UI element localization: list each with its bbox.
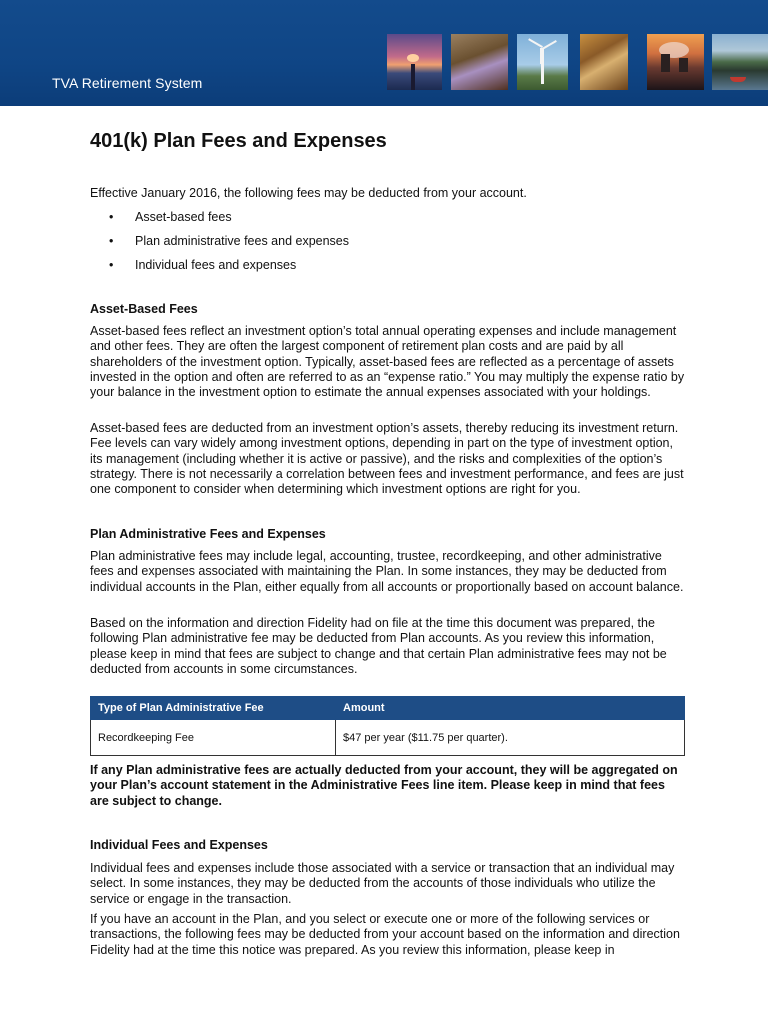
turbine-blade [528, 38, 543, 48]
bullet-text: Individual fees and expenses [135, 258, 297, 272]
table-row [91, 720, 685, 756]
page-title: 401(k) Plan Fees and Expenses [90, 130, 387, 152]
bullet-text: Asset-based fees [135, 210, 232, 224]
brand-name: TVA Retirement System [52, 75, 203, 91]
asset-based-paragraph-2: Asset-based fees are deducted from an investment option’s assets, thereby reducing its investment return. Fee levels can vary widely among investment options, depending in part on the type of investment option, its management (including whether it is active or passive), and the risks and complexities of the option’s strategy. There is not necessarily a correlation between fees and investment performance, and fees are just one component to consider when determining which investment options are right for you. [90, 421, 684, 497]
section-heading-individual: Individual Fees and Expenses [90, 838, 268, 852]
table-cell-amount: $47 per year ($11.75 per quarter). [336, 720, 685, 756]
table-cell-fee-type: Recordkeeping Fee [91, 720, 336, 756]
lake-boat-photo [712, 34, 768, 90]
list-item [109, 234, 349, 248]
bullet-icon: • [109, 258, 114, 272]
pier-shape [411, 64, 415, 90]
intro-text: Effective January 2016, the following fees may be deducted from your account. [90, 186, 527, 200]
section-heading-asset-based: Asset-Based Fees [90, 302, 198, 316]
sun-shape [407, 54, 419, 62]
individual-paragraph-2: If you have an account in the Plan, and you select or execute one or more of the following services or transactions, the following fees may be deducted from your account based on the information and direction Fidelity had at the time this notice was prepared. As you review this information, please keep in [90, 912, 680, 957]
power-plant-photo [647, 34, 704, 90]
family-photo [451, 34, 508, 90]
boat-shape [730, 77, 746, 82]
individual-paragraph-1: Individual fees and expenses include those associated with a service or transaction that an individual may select. In some instances, they may be deducted from the accounts of those individuals who utilize the service or engage in the transaction. [90, 861, 675, 906]
column-header-amount: Amount [336, 697, 685, 720]
table-header-row [91, 697, 685, 720]
sunset-pier-photo [387, 34, 442, 90]
list-item [109, 210, 232, 224]
wind-turbine-photo [517, 34, 568, 90]
column-header-fee-type: Type of Plan Administrative Fee [91, 697, 336, 720]
section-heading-plan-admin: Plan Administrative Fees and Expenses [90, 527, 326, 541]
plan-admin-paragraph-1: Plan administrative fees may include legal, accounting, trustee, recordkeeping, and other administrative fees and expenses associated with maintaining the Plan. In some instances, they may be deducted from individual accounts in the Plan, either equally from all accounts or proportionally based on account balance. [90, 549, 684, 594]
list-item [109, 258, 296, 272]
bullet-icon: • [109, 210, 114, 224]
worker-photo [580, 34, 628, 90]
fee-table [90, 696, 685, 756]
header-banner [0, 0, 768, 106]
asset-based-paragraph-1: Asset-based fees reflect an investment option’s total annual operating expenses and include management and other fees. They are often the largest component of retirement plan costs and are paid by all shareholders of the investment option. Typically, asset-based fees are reflected as a percentage of assets invested in the option and often are referred to as an “expense ratio.” You may multiply the expense ratio by your balance in the investment option to estimate the annual expenses associated with your holdings. [90, 324, 685, 400]
admin-fee-note: If any Plan administrative fees are actually deducted from your account, they will be aggregated on your Plan’s account statement in the Administrative Fees line item. Please keep in mind that fees are subject to change. [90, 763, 678, 808]
cooling-tower [661, 54, 670, 72]
bullet-text: Plan administrative fees and expenses [135, 234, 350, 248]
bullet-icon: • [109, 234, 114, 248]
cooling-tower [679, 58, 688, 72]
plan-admin-paragraph-2: Based on the information and direction Fidelity had on file at the time this document was prepared, the following Plan administrative fee may be deducted from Plan accounts. As you review this information, please keep in mind that fees are subject to change and that certain Plan administrative fees may not be deducted from accounts in some circumstances. [90, 616, 667, 676]
turbine-blade [542, 40, 557, 50]
turbine-blade [540, 48, 542, 64]
